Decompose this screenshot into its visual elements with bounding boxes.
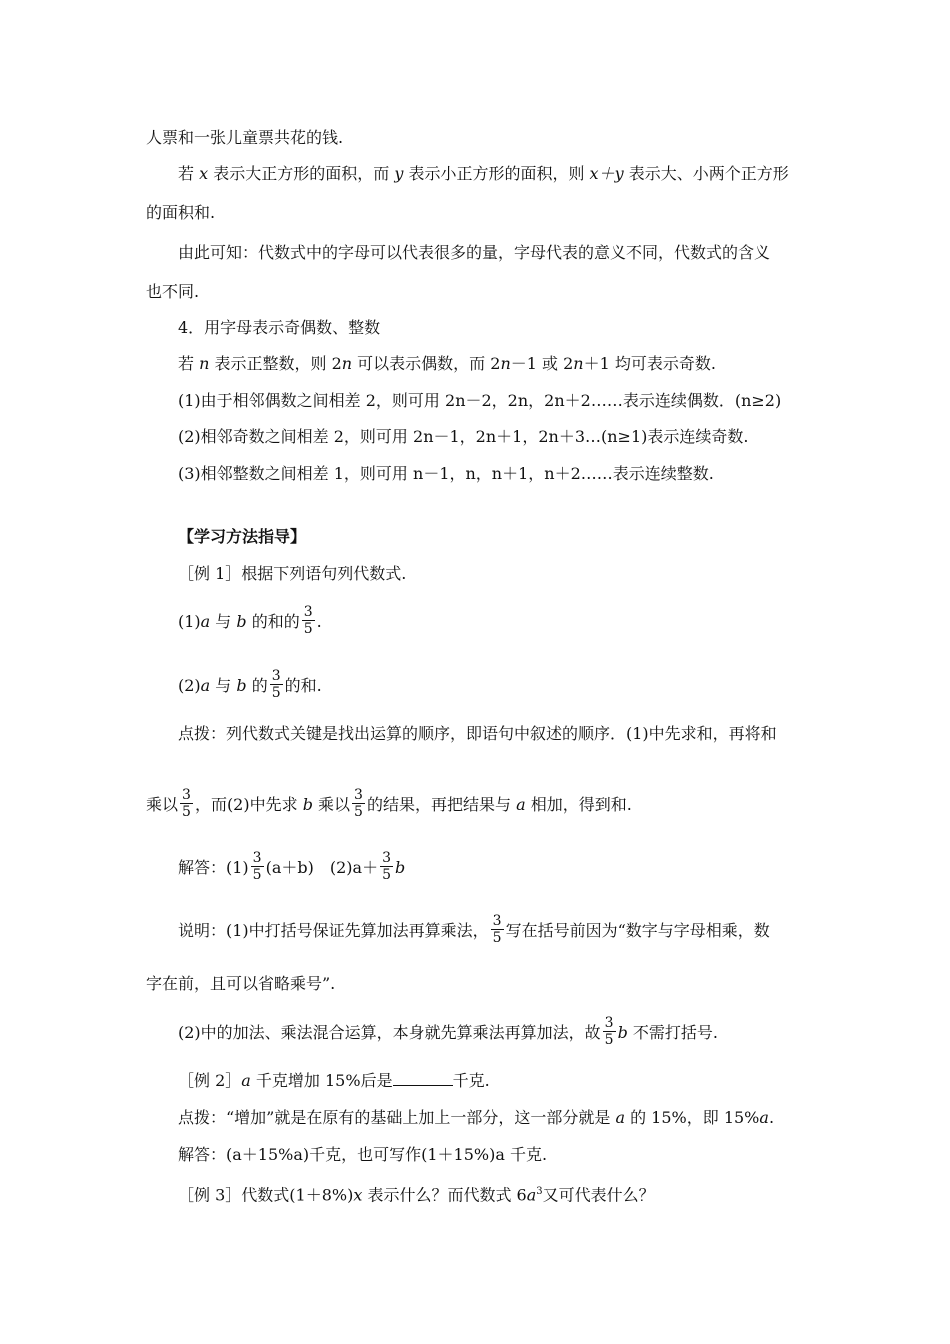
text-line: (1)由于相邻偶数之间相差 2，则可用 2n－2，2n，2n＋2……表示连续偶数．(n≥2) xyxy=(178,391,782,410)
text-line: 乘以 $\frac{3}{5}$ ，而(2)中先求 b 乘以 $\frac{3}{5}$ 的结果，再把结果与 a 相加，得到和. xyxy=(146,787,632,820)
text-line: 点拨：列代数式关键是找出运算的顺序，即语句中叙述的顺序．(1)中先求和，再将和 xyxy=(178,724,777,743)
text-line: (2)相邻奇数之间相差 2，则可用 2n－1，2n＋1，2n＋3…(n≥1)表示连续奇数. xyxy=(178,427,749,446)
example-title: ［例 3］代数式(1＋8%)x 表示什么？而代数式 $6a^3$又可代表什么？ xyxy=(178,1185,655,1205)
fraction: $\frac{3}{5}$ xyxy=(382,850,391,883)
fraction: $\frac{3}{5}$ xyxy=(492,913,502,946)
fraction: $\frac{3}{5}$ xyxy=(303,604,313,637)
text-line: 点拨：“增加”就是在原有的基础上加上一部分，这一部分就是 a 的 15%，即 15%a. xyxy=(178,1108,775,1127)
text-line: 若 n 表示正整数，则 2n 可以表示偶数，而 2n－1 或 2n＋1 均可表示奇数. xyxy=(178,354,716,373)
fraction: $\frac{3}{5}$ xyxy=(354,787,363,820)
fraction: $\frac{3}{5}$ xyxy=(604,1015,614,1048)
text-line: 人票和一张儿童票共花的钱. xyxy=(146,128,344,147)
text-line: (1)a 与 b 的和的 $\frac{3}{5}$ . xyxy=(178,604,322,637)
text-line: 说明：(1)中打括号保证先算加法再算乘法， $\frac{3}{5}$ 写在括号前因为“数字与字母相乘，数 xyxy=(178,913,770,946)
example-title: ［例 1］根据下列语句列代数式. xyxy=(178,564,407,583)
example-title: ［例 2］a 千克增加 15%后是 千克. xyxy=(178,1071,490,1090)
text-line: 字在前，且可以省略乘号”. xyxy=(146,974,336,993)
text-line: (3)相邻整数之间相差 1，则可用 n－1，n，n＋1，n＋2……表示连续整数. xyxy=(178,464,714,483)
fraction: $\frac{3}{5}$ xyxy=(271,668,281,701)
list-heading: 4．用字母表示奇偶数、整数 xyxy=(178,318,381,337)
text-line: (2)中的加法、乘法混合运算，本身就先算乘法再算加法，故 $\frac{3}{5}$ b 不需打括号. xyxy=(178,1015,719,1048)
text-line: 由此可知：代数式中的字母可以代表很多的量，字母代表的意义不同，代数式的含义 xyxy=(178,243,771,262)
text-line: 解答：(1) $\frac{3}{5}$ (a＋b) (2)a＋ $\frac{3}{5}$ b xyxy=(178,850,406,883)
fraction: $\frac{3}{5}$ xyxy=(252,850,262,883)
text-line: 也不同. xyxy=(146,282,200,301)
section-heading: 【学习方法指导】 xyxy=(178,527,307,546)
text-line: 若 x 表示大正方形的面积，而 y 表示小正方形的面积，则 x＋y 表示大、小两个正方形 xyxy=(178,164,789,183)
text-line: (2)a 与 b 的 $\frac{3}{5}$ 的和. xyxy=(178,668,322,701)
text-line: 的面积和. xyxy=(146,203,216,222)
fraction: $\frac{3}{5}$ xyxy=(182,787,191,820)
answer-blank xyxy=(393,1069,453,1086)
text-line: 解答：(a＋15%a)千克，也可写作(1＋15%)a 千克. xyxy=(178,1145,548,1164)
